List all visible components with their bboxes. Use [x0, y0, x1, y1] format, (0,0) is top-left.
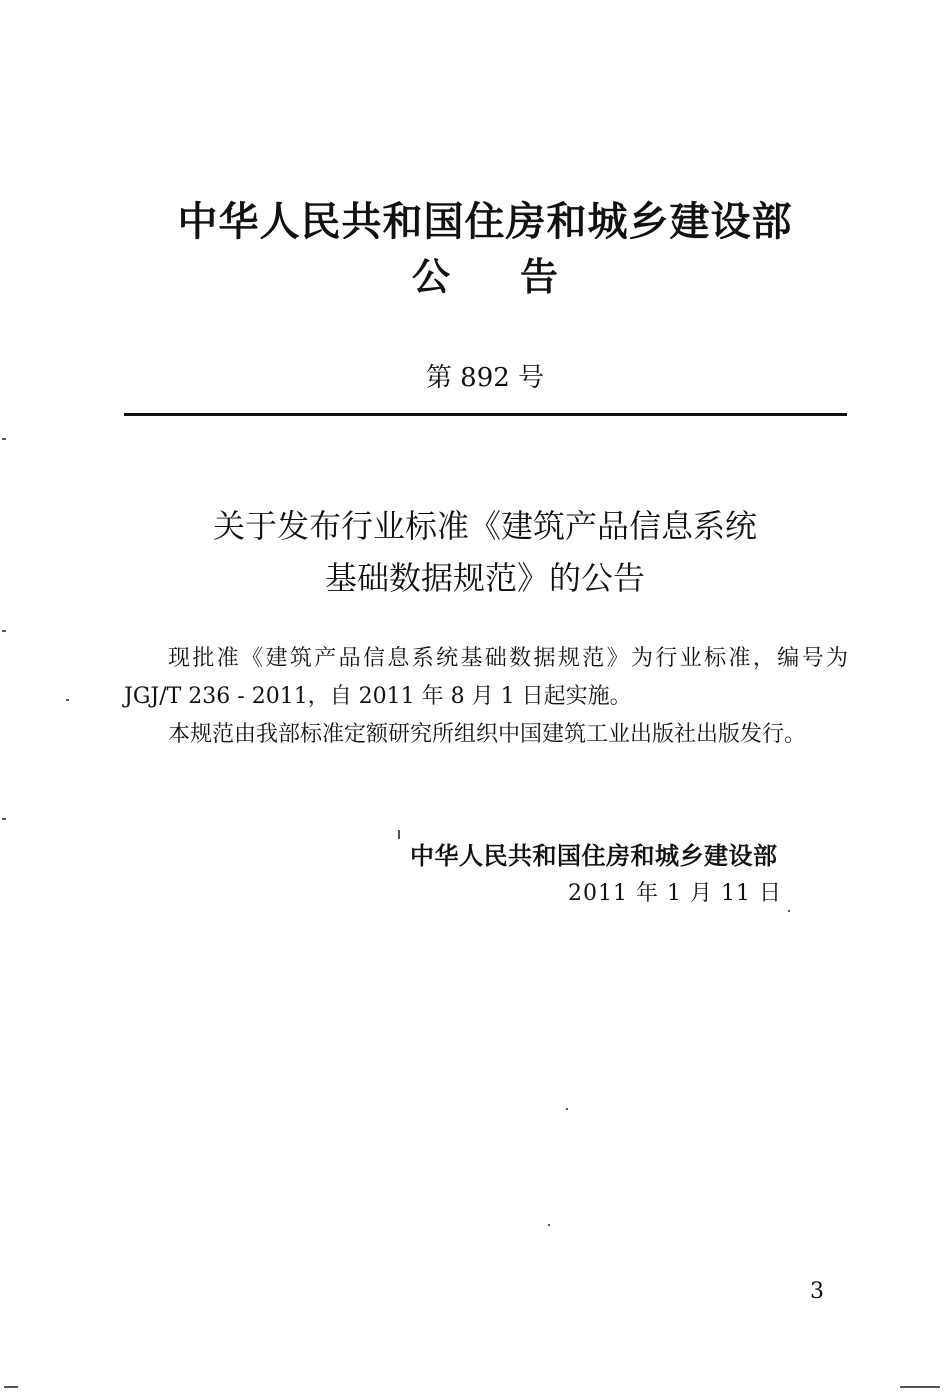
- scan-speck: [2, 630, 6, 632]
- announcement-body: [124, 640, 848, 754]
- announcement-title: [0, 500, 950, 604]
- scan-speck: [788, 910, 790, 912]
- announcement-title-line-2: 基础数据规范》的公告: [324, 559, 645, 597]
- document-number: 第 892 号: [425, 363, 545, 393]
- scan-speck: [566, 1108, 568, 1110]
- ministry-title: 中华人民共和国住房和城乡建设部: [177, 199, 793, 245]
- document-type-heading: 公告: [411, 255, 628, 299]
- page-number: 3: [810, 1279, 824, 1304]
- signature-date: 2011 年 1 月 11 日: [568, 881, 782, 906]
- signatory: 中华人民共和国住房和城乡建设部: [410, 842, 778, 870]
- scan-speck: [2, 818, 6, 820]
- body-paragraph-publication: 本规范由我部标准定额研究所组织中国建筑工业出版社出版发行。: [168, 722, 807, 747]
- scan-speck: [2, 438, 6, 440]
- scan-speck: [900, 1386, 940, 1388]
- scan-speck: [548, 1224, 550, 1226]
- header-divider: [124, 413, 847, 416]
- scan-speck: [66, 699, 69, 701]
- body-paragraph-approval: 现批准《建筑产品信息系统基础数据规范》为行业标准，编号为 JGJ/T 236 - 2011，自 2011 年 8 月 1 日起实施。: [124, 646, 848, 709]
- scan-speck: [4, 1386, 18, 1388]
- scan-speck: [398, 830, 400, 839]
- announcement-title-line-1: 关于发布行业标准《建筑产品信息系统: [212, 507, 757, 545]
